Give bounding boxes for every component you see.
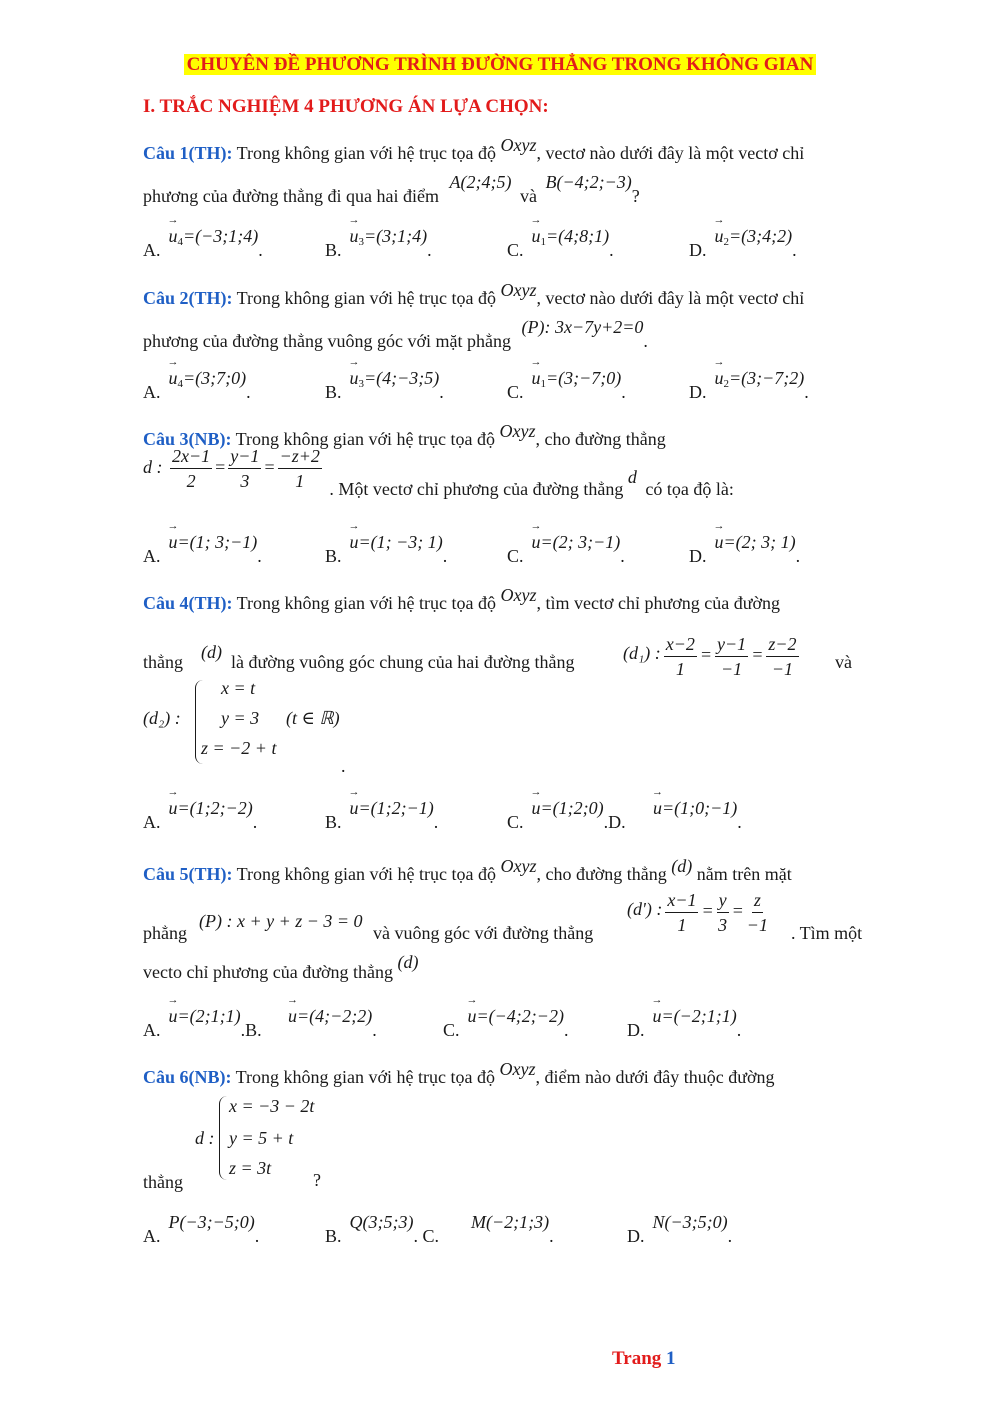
question-5-options	[143, 1006, 903, 1050]
question-3-label: Câu 3(NB):	[143, 429, 232, 449]
line-d1-equation: (d₁) : $\frac{x-2}{1}$ = $\frac{y-1}{-1}$ = $\frac{z-2}{-1}$	[623, 634, 797, 679]
option-d: D.→ u=(2; 3; 1).	[689, 546, 800, 567]
option-d: $D.\to u_2=(3;4;2)$.	[689, 240, 797, 262]
plane-equation: (P): 3x−7y+2=0	[521, 317, 644, 337]
question-6-system: d : x = −3 − 2t y = 5 + t z = 3t thẳng ?	[143, 1096, 321, 1192]
fraction: $\frac{2x-1}{2}$	[172, 446, 211, 491]
question-3-options	[143, 532, 903, 576]
question-2-label: Câu 2(TH):	[143, 288, 233, 308]
option-c: C.→ u=(1;2;0).D.	[507, 812, 626, 833]
question-2-line-2: phương của đường thẳng vuông góc với mặt phẳng (P): 3x−7y+2=0.	[143, 317, 648, 351]
option-c: C.→ u=(2; 3;−1).	[507, 546, 625, 567]
question-2-options	[143, 368, 903, 412]
option-b: $B.\to u_3=(3;1;4)$.	[325, 240, 432, 262]
option-c: $C.\to u_1=(4;8;1)$.	[507, 240, 614, 262]
question-4-line-1: Câu 4(TH): Trong không gian với hệ trục tọa độ Oxyz, tìm vectơ chỉ phương của đường	[143, 585, 781, 613]
option-d: → u=(1;0;−1).	[653, 812, 742, 833]
option-c: M(−2;1;3).	[471, 1212, 554, 1246]
option-d: D.→ u=(−2;1;1).	[627, 1020, 741, 1041]
question-5-line-1: Câu 5(TH): Trong không gian với hệ trục tọa độ Oxyz, cho đường thẳng (d) nằm trên mặt	[143, 856, 792, 884]
option-b: $B.\to u_3=(4;-3;5)$.	[325, 382, 444, 404]
fraction: $\frac{-z+2}{1}$	[279, 446, 320, 491]
document-page: CHUYÊN ĐỀ PHƯƠNG TRÌNH ĐƯỜNG THẲNG TRONG KHÔNG GIAN I. TRẮC NGHIỆM 4 PHƯƠNG ÁN LỰA CHỌN: Câu 1(TH): Trong không gian với hệ trục tọa độ Oxyz, vectơ nào dưới đây là một vectơ chỉ phương của đường thẳng đi qua hai điểm A(2;4;5) và B(−4;2;−3)? $A.\to u_4=(-3;1;4)$. $B.\to u_3=(3;1;4)$. $C.\to u_1=(4;8;1)$. $D.\to u_2=(3;4;2)$. Câu 2(TH): Trong không gian với hệ trục tọa độ Oxyz, vectơ nào dưới đây là một vectơ chỉ phương của đường thẳng vuông góc với mặt phẳng (P): 3x−7y+2=0. $A.\to u_4=(3;7;0)$. $B.\to u_3=(4;-3;5)$. $C.\to u_1=(3;-7;0)$. $D.\to u_2=(3;-7;2)$. Câu 3(NB): Trong không gian với hệ trục tọa độ Oxyz, cho đường thẳng d : $\frac{2x-1}{2}$ = $\frac{y-1}{3}$ = $\frac{-z+2}{1}$ . Một vectơ chỉ phương của đường thẳng d có tọa độ là: A.→ u=(1; 3;−1). B.→ u=(1; −3; 1). C.→ u=(2; 3;−1). D.→ u=(2; 3; 1). Câu 4(TH): Trong không gian với hệ trục tọa độ Oxyz, tìm vectơ chỉ phương của đường thẳng (d) là đường vuông góc chung của hai đường thẳng (d₁) : $\frac{x-2}{1}$ = $\frac{y-1}{-1}$ = $\frac{z-2}{-1}$ và (d₂) : x = t y = 3 (t ∈ ℝ) z = −2 + t . A.→ u=(1;2;−2). B.→ u=(1;2;−1). C.→ u=(1;2;0).D. → u=(1;0;−1). Câu 5(TH): Trong không gian với hệ trục tọa độ Oxyz, cho đường thẳng (d) nằm trên mặt phẳng (P) : x + y + z − 3 = 0 và vuông góc với đường thẳng (d') : $\frac{x-1}{1}$ = $\frac{y}{3}$ = $\frac{z}{-1}$ . Tìm một vecto chỉ phương của đường thẳng (d) A.→ u=(2;1;1).B. → u=(4;−2;2). C.→ u=(−4;2;−2). D.→ u=(−2;1;1). Câu 6(NB): Trong không gian với hệ trục tọa độ Oxyz, điểm nào dưới đây thuộc đường d : x = −3 − 2t y = 5 + t z = 3t thẳng ? A.P(−3;−5;0). B.Q(3;5;3). C. M(−2;1;3). D.N(−3;5;0). Trang 1	[0, 0, 1000, 1415]
option-b: B.Q(3;5;3). C.	[325, 1212, 440, 1246]
question-6-label: Câu 6(NB):	[143, 1067, 232, 1087]
question-6-options	[143, 1212, 903, 1256]
question-1-options	[143, 226, 903, 270]
plane-equation: (P) : x + y + z − 3 = 0	[199, 911, 363, 931]
question-1-line-1: Câu 1(TH): Trong không gian với hệ trục tọa độ Oxyz, vectơ nào dưới đây là một vectơ chỉ	[143, 135, 805, 163]
option-b: → u=(4;−2;2).	[288, 1020, 377, 1041]
option-a: A.→ u=(1;2;−2).	[143, 812, 257, 833]
point-a: A(2;4;5)	[449, 172, 512, 192]
option-a: $A.\to u_4=(3;7;0)$.	[143, 382, 251, 404]
question-5-label: Câu 5(TH):	[143, 864, 233, 884]
question-1-label: Câu 1(TH):	[143, 143, 233, 163]
page-number: Trang 1	[612, 1348, 676, 1369]
fraction: $\frac{y-1}{3}$	[230, 446, 260, 491]
option-a: A.P(−3;−5;0).	[143, 1212, 260, 1246]
option-d: $D.\to u_2=(3;-7;2)$.	[689, 382, 809, 404]
question-2-line-1: Câu 2(TH): Trong không gian với hệ trục tọa độ Oxyz, vectơ nào dưới đây là một vectơ chỉ	[143, 280, 805, 308]
question-3-line-2: d : $\frac{2x-1}{2}$ = $\frac{y-1}{3}$ = $\frac{-z+2}{1}$ . Một vectơ chỉ phương của đường thẳng d có tọa độ là:	[143, 446, 734, 499]
document-title: CHUYÊN ĐỀ PHƯƠNG TRÌNH ĐƯỜNG THẲNG TRONG KHÔNG GIAN	[0, 54, 1000, 76]
option-a: $A.\to u_4=(-3;1;4)$.	[143, 240, 263, 262]
oxyz-symbol: Oxyz	[500, 135, 537, 155]
question-6-line-1: Câu 6(NB): Trong không gian với hệ trục tọa độ Oxyz, điểm nào dưới đây thuộc đường	[143, 1059, 775, 1087]
option-d: D.N(−3;5;0).	[627, 1212, 733, 1246]
line-d2-system: (d₂) : x = t y = 3 (t ∈ ℝ) z = −2 + t .	[143, 678, 346, 776]
question-3-line-1: Câu 3(NB): Trong không gian với hệ trục tọa độ Oxyz, cho đường thẳng	[143, 421, 666, 449]
option-c: $C.\to u_1=(3;-7;0)$.	[507, 382, 626, 404]
line-dprime-equation: (d') : $\frac{x-1}{1}$ = $\frac{y}{3}$ = $\frac{z}{-1}$	[627, 890, 768, 935]
question-1-line-2: phương của đường thẳng đi qua hai điểm A(2;4;5) và B(−4;2;−3)?	[143, 172, 640, 206]
question-4-options	[143, 798, 903, 842]
option-b: B.→ u=(1; −3; 1).	[325, 546, 447, 567]
question-5-line-2: phẳng (P) : x + y + z − 3 = 0 và vuông góc với đường thẳng (d') : $\frac{x-1}{1}$ = $\frac{y}{3}$ = $\frac{z}{-1}$ . Tìm một	[143, 890, 863, 943]
question-5-line-3: vecto chỉ phương của đường thẳng (d)	[143, 952, 419, 982]
section-heading: I. TRẮC NGHIỆM 4 PHƯƠNG ÁN LỰA CHỌN:	[143, 96, 549, 117]
point-b: B(−4;2;−3)	[545, 172, 632, 192]
option-a: A.→ u=(1; 3;−1).	[143, 546, 262, 567]
question-4-label: Câu 4(TH):	[143, 593, 233, 613]
option-c: C.→ u=(−4;2;−2).	[443, 1020, 568, 1041]
option-a: A.→ u=(2;1;1).B.	[143, 1020, 262, 1041]
option-b: B.→ u=(1;2;−1).	[325, 812, 438, 833]
